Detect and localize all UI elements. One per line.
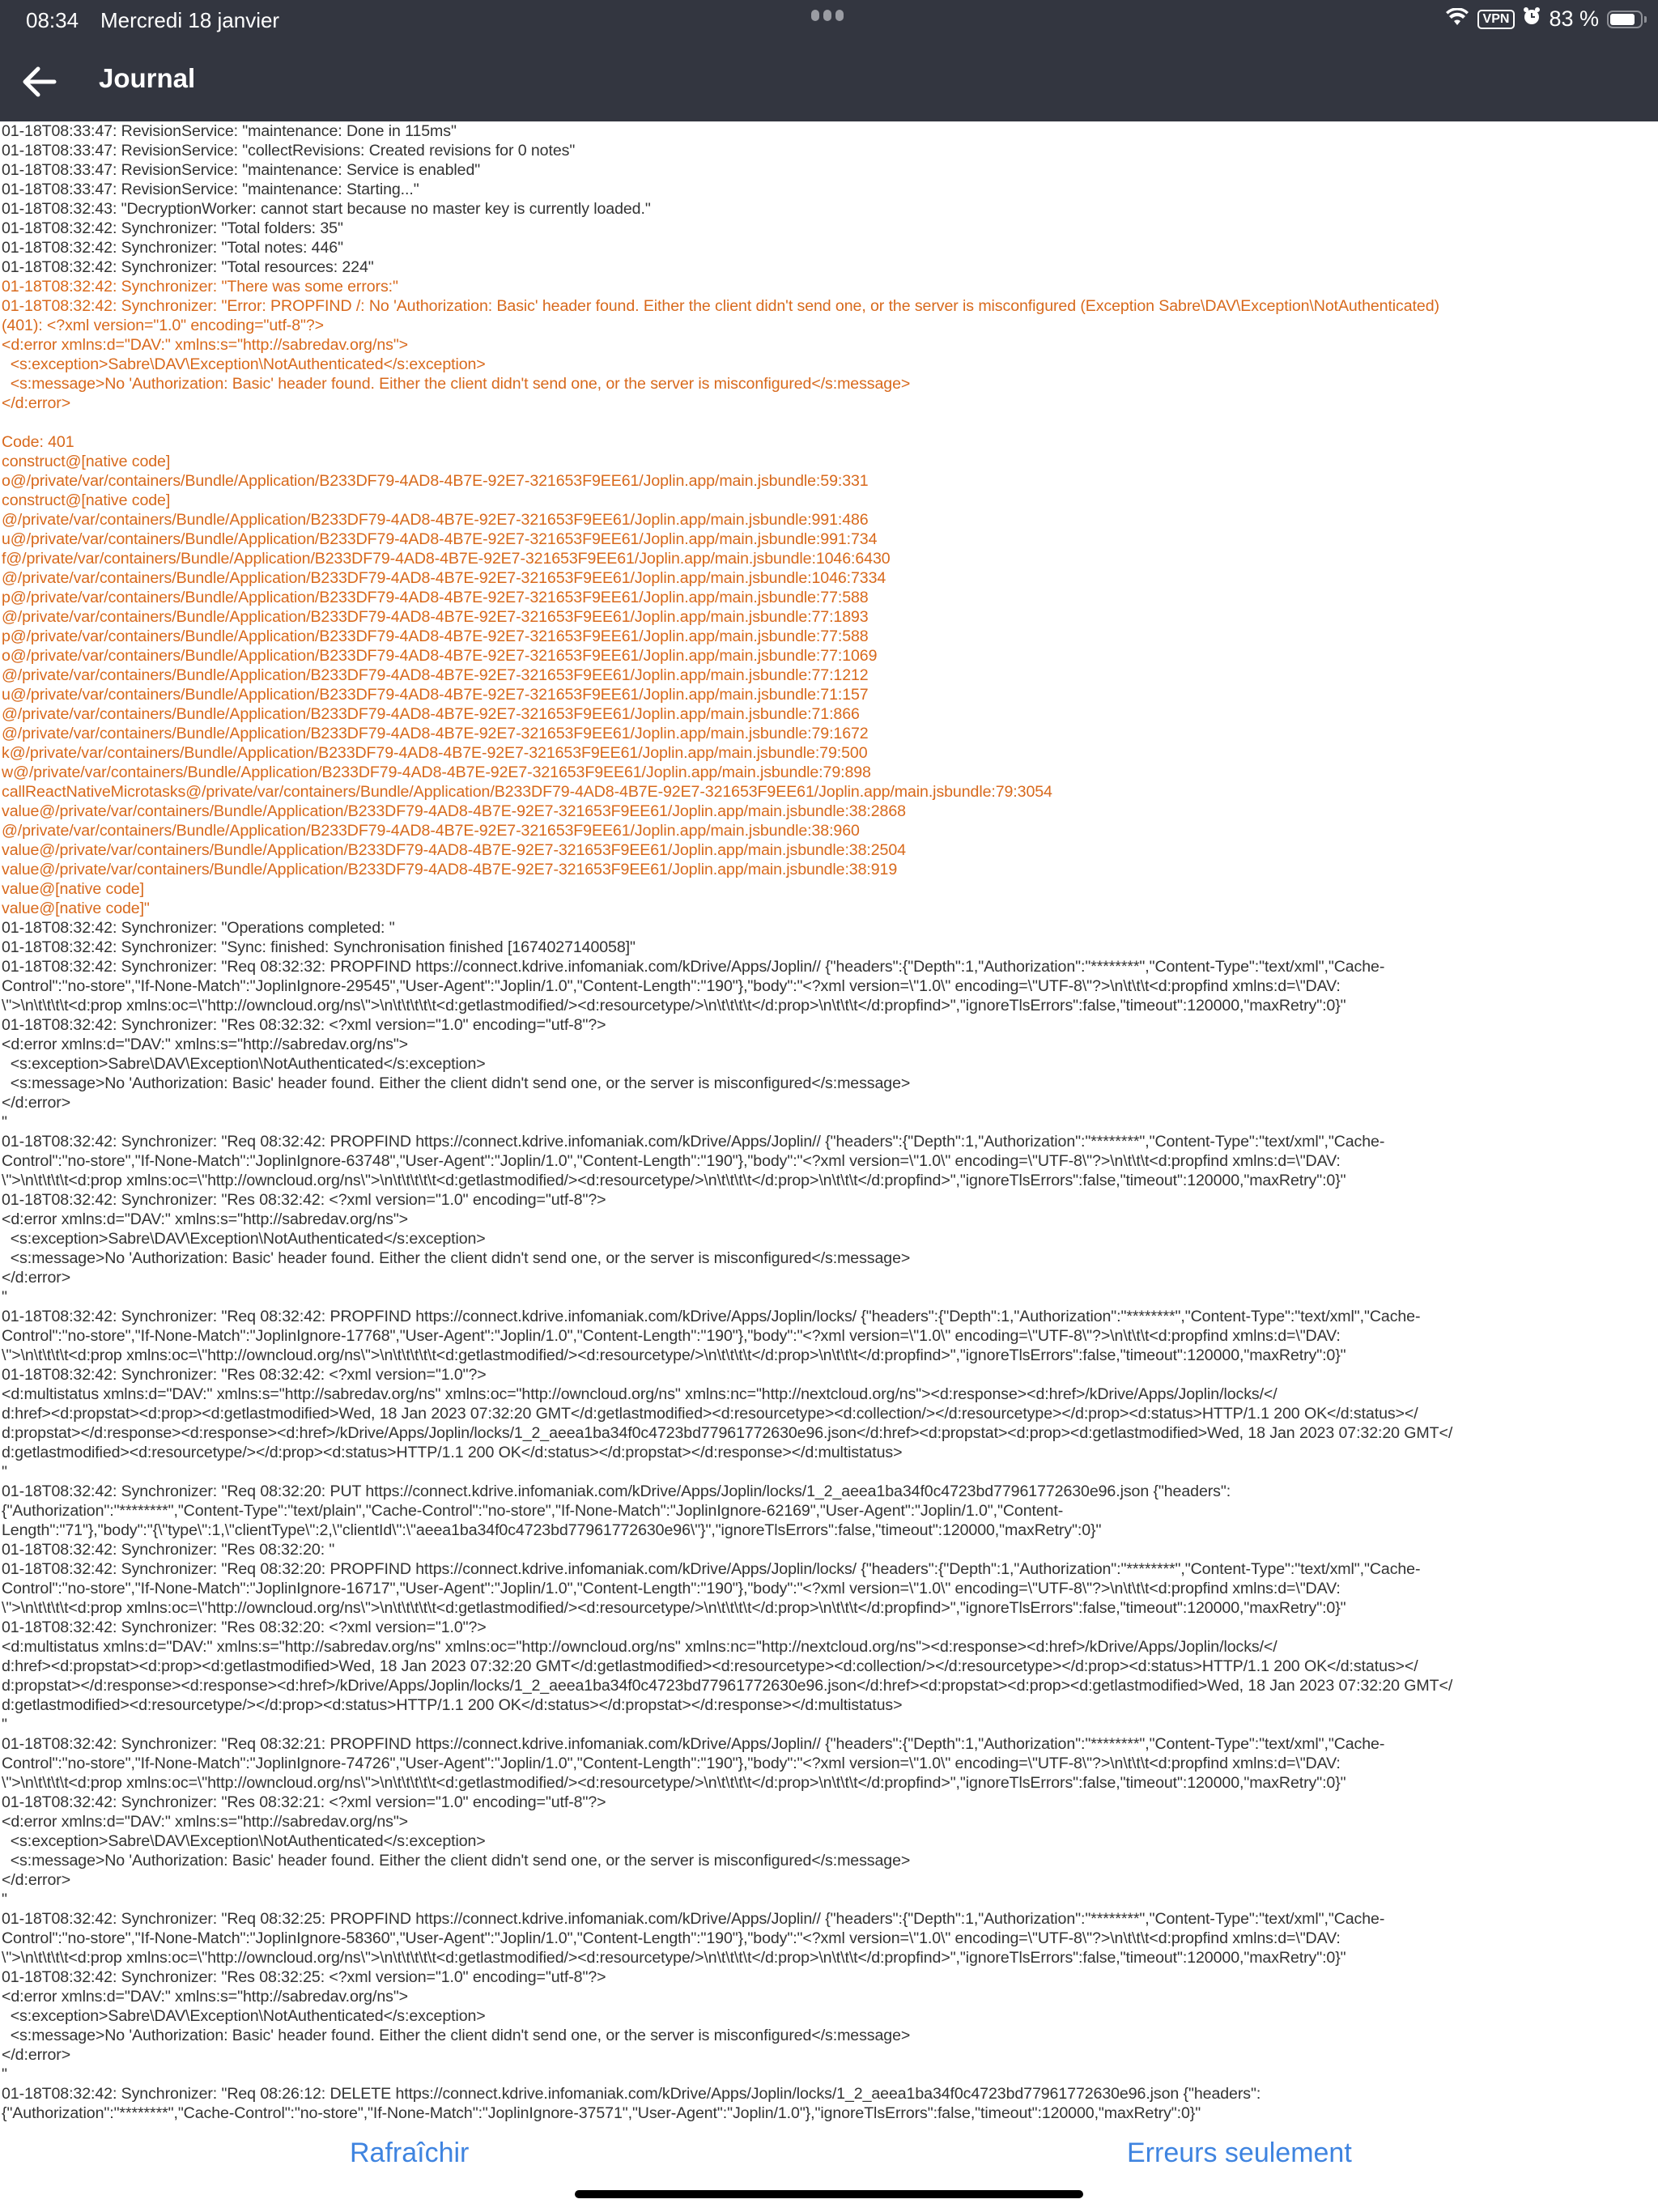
log-line: \">\n\t\t\t\t<d:prop xmlns:oc=\"http://owncloud.org/ns\">\n\t\t\t\t\t<d:getlastmodified/><d:resourcetype/>\n\t\t\t\t</d:prop>\n\t\t\t</d:propfind>","ignoreTlsErrors":false,"timeout":120000,"maxRetry":0}" bbox=[2, 997, 1346, 1015]
log-line-error: construct@[native code] bbox=[2, 491, 171, 509]
log-line: 01-18T08:33:47: RevisionService: "collectRevisions: Created revisions for 0 notes" bbox=[2, 142, 576, 160]
log-line-error: u@/private/var/containers/Bundle/Application/B233DF79-4AD8-4B7E-92E7-321653F9EE61/Joplin.app/main.jsbundle:71:157 bbox=[2, 686, 869, 704]
log-line-error: </d:error> bbox=[2, 394, 71, 412]
log-line-error: u@/private/var/containers/Bundle/Application/B233DF79-4AD8-4B7E-92E7-321653F9EE61/Joplin.app/main.jsbundle:991:734 bbox=[2, 530, 878, 548]
log-line: 01-18T08:32:42: Synchronizer: "Res 08:32:32: <?xml version="1.0" encoding="utf-8"?> bbox=[2, 1016, 606, 1034]
log-line: </d:error> bbox=[2, 1094, 71, 1112]
log-line: </d:error> bbox=[2, 1871, 71, 1889]
home-indicator[interactable] bbox=[575, 2190, 1083, 2198]
log-line-error: Code: 401 bbox=[2, 433, 74, 451]
alarm-clock-icon bbox=[1523, 6, 1541, 32]
log-line: d:getlastmodified><d:resourcetype/></d:prop><d:status>HTTP/1.1 200 OK</d:status></d:propstat></d:response></d:multistatus> bbox=[2, 1444, 903, 1461]
log-line-error: @/private/var/containers/Bundle/Application/B233DF79-4AD8-4B7E-92E7-321653F9EE61/Joplin.app/main.jsbundle:991:486 bbox=[2, 511, 869, 529]
status-bar bbox=[0, 0, 1658, 40]
log-line: " bbox=[2, 1891, 7, 1908]
arrow-left-icon bbox=[20, 66, 57, 98]
log-line: <d:error xmlns:d="DAV:" xmlns:s="http://sabredav.org/ns"> bbox=[2, 1210, 409, 1228]
log-line-error: o@/private/var/containers/Bundle/Application/B233DF79-4AD8-4B7E-92E7-321653F9EE61/Joplin.app/main.jsbundle:59:331 bbox=[2, 472, 869, 490]
app-header bbox=[0, 40, 1658, 121]
errors-only-button[interactable]: Erreurs seulement bbox=[1127, 2138, 1352, 2168]
log-line: <s:message>No 'Authorization: Basic' header found. Either the client didn't send one, or the server is misconfigured</s:message> bbox=[2, 2027, 911, 2044]
log-line: 01-18T08:32:42: Synchronizer: "Res 08:32:42: <?xml version="1.0" encoding="utf-8"?> bbox=[2, 1191, 606, 1209]
log-line-error: value@[native code]" bbox=[2, 900, 150, 917]
log-line: 01-18T08:32:42: Synchronizer: "Req 08:32:21: PROPFIND https://connect.kdrive.infomaniak.com/kDrive/Apps/Joplin// {"headers":{"Depth":1,"Authorization":"********","Content-Type":"text/xml","Cache- bbox=[2, 1735, 1385, 1753]
refresh-button[interactable]: Rafraîchir bbox=[350, 2138, 470, 2168]
log-line-error: o@/private/var/containers/Bundle/Application/B233DF79-4AD8-4B7E-92E7-321653F9EE61/Joplin.app/main.jsbundle:77:1069 bbox=[2, 647, 878, 665]
log-line: Control":"no-store","If-None-Match":"JoplinIgnore-16717","User-Agent":"Joplin/1.0","Content-Length":"190"},"body":"<?xml version=\"1.0\" encoding=\"UTF-8\"?>\n\t\t\t<d:propfind xmlns:d=\"DAV: bbox=[2, 1580, 1341, 1597]
battery-icon bbox=[1607, 11, 1643, 28]
log-line: <s:exception>Sabre\DAV\Exception\NotAuthenticated</s:exception> bbox=[2, 2007, 486, 2025]
log-line: </d:error> bbox=[2, 1269, 71, 1287]
log-line-error: p@/private/var/containers/Bundle/Application/B233DF79-4AD8-4B7E-92E7-321653F9EE61/Joplin.app/main.jsbundle:77:588 bbox=[2, 589, 869, 606]
status-indicators bbox=[1445, 6, 1647, 32]
log-line: \">\n\t\t\t\t<d:prop xmlns:oc=\"http://owncloud.org/ns\">\n\t\t\t\t\t<d:getlastmodified/><d:resourcetype/>\n\t\t\t\t</d:prop>\n\t\t\t</d:propfind>","ignoreTlsErrors":false,"timeout":120000,"maxRetry":0}" bbox=[2, 1599, 1346, 1617]
log-line: " bbox=[2, 1463, 7, 1481]
log-line: 01-18T08:32:42: Synchronizer: "Req 08:32:42: PROPFIND https://connect.kdrive.infomaniak.com/kDrive/Apps/Joplin/locks/ {"headers":{"Depth":1,"Authorization":"********","Content-Type":"text/xml","Cache- bbox=[2, 1308, 1421, 1325]
log-line: Control":"no-store","If-None-Match":"JoplinIgnore-17768","User-Agent":"Joplin/1.0","Content-Length":"190"},"body":"<?xml version=\"1.0\" encoding=\"UTF-8\"?>\n\t\t\t<d:propfind xmlns:d=\"DAV: bbox=[2, 1327, 1341, 1345]
log-line-error: value@[native code] bbox=[2, 880, 144, 898]
log-line: 01-18T08:32:42: Synchronizer: "Req 08:26:12: DELETE https://connect.kdrive.infomaniak.com/kDrive/Apps/Joplin/locks/1_2_aeea1ba34f0c4723bd77961772630e96.json {"headers": bbox=[2, 2085, 1261, 2103]
log-line: <s:exception>Sabre\DAV\Exception\NotAuthenticated</s:exception> bbox=[2, 1230, 486, 1248]
log-line-error: <s:message>No 'Authorization: Basic' header found. Either the client didn't send one, or the server is misconfigured</s:message> bbox=[2, 375, 911, 393]
log-line-error: @/private/var/containers/Bundle/Application/B233DF79-4AD8-4B7E-92E7-321653F9EE61/Joplin.app/main.jsbundle:1046:7334 bbox=[2, 569, 886, 587]
log-line: d:propstat></d:response><d:response><d:href>/kDrive/Apps/Joplin/locks/1_2_aeea1ba34f0c4723bd77961772630e96.json</d:href><d:propstat><d:prop><d:getlastmodified>Wed, 18 Jan 2023 07:32:20 GMT</ bbox=[2, 1677, 1453, 1695]
log-line: 01-18T08:32:42: Synchronizer: "Sync: finished: Synchronisation finished [1674027140058]" bbox=[2, 938, 636, 956]
log-line: <s:exception>Sabre\DAV\Exception\NotAuthenticated</s:exception> bbox=[2, 1055, 486, 1073]
log-line: d:href><d:propstat><d:prop><d:getlastmodified>Wed, 18 Jan 2023 07:32:20 GMT</d:getlastmodified><d:resourcetype><d:collection/></d:resourcetype></d:prop><d:status>HTTP/1.1 200 OK</d:status></ bbox=[2, 1405, 1418, 1423]
footer-toolbar bbox=[0, 2121, 1658, 2212]
log-line: 01-18T08:32:42: Synchronizer: "Res 08:32:20: <?xml version="1.0"?> bbox=[2, 1619, 487, 1636]
log-line: Control":"no-store","If-None-Match":"JoplinIgnore-74726","User-Agent":"Joplin/1.0","Content-Length":"190"},"body":"<?xml version=\"1.0\" encoding=\"UTF-8\"?>\n\t\t\t<d:propfind xmlns:d=\"DAV: bbox=[2, 1755, 1341, 1772]
log-line: 01-18T08:32:42: Synchronizer: "Total folders: 35" bbox=[2, 219, 343, 237]
log-line: 01-18T08:32:42: Synchronizer: "Res 08:32:20: " bbox=[2, 1541, 335, 1559]
log-line: 01-18T08:33:47: RevisionService: "maintenance: Service is enabled" bbox=[2, 161, 481, 179]
log-line-error: @/private/var/containers/Bundle/Application/B233DF79-4AD8-4B7E-92E7-321653F9EE61/Joplin.app/main.jsbundle:77:1893 bbox=[2, 608, 869, 626]
log-line: \">\n\t\t\t\t<d:prop xmlns:oc=\"http://owncloud.org/ns\">\n\t\t\t\t\t<d:getlastmodified/><d:resourcetype/>\n\t\t\t\t</d:prop>\n\t\t\t</d:propfind>","ignoreTlsErrors":false,"timeout":120000,"maxRetry":0}" bbox=[2, 1774, 1346, 1792]
log-line-error: p@/private/var/containers/Bundle/Application/B233DF79-4AD8-4B7E-92E7-321653F9EE61/Joplin.app/main.jsbundle:77:588 bbox=[2, 627, 869, 645]
log-line: 01-18T08:32:42: Synchronizer: "Operations completed: " bbox=[2, 919, 395, 937]
log-line: <s:exception>Sabre\DAV\Exception\NotAuthenticated</s:exception> bbox=[2, 1832, 486, 1850]
log-line: <d:multistatus xmlns:d="DAV:" xmlns:s="http://sabredav.org/ns" xmlns:oc="http://owncloud.org/ns" xmlns:nc="http://nextcloud.org/ns"><d:response><d:href>/kDrive/Apps/Joplin/locks/</ bbox=[2, 1638, 1278, 1656]
log-line-error: callReactNativeMicrotasks@/private/var/containers/Bundle/Application/B233DF79-4AD8-4B7E-92E7-321653F9EE61/Joplin.app/main.jsbundle:79:3054 bbox=[2, 783, 1052, 801]
log-line: <d:error xmlns:d="DAV:" xmlns:s="http://sabredav.org/ns"> bbox=[2, 1036, 409, 1053]
status-date: Mercredi 18 janvier bbox=[100, 8, 280, 32]
log-line-error bbox=[2, 413, 1653, 432]
vpn-icon: VPN bbox=[1477, 10, 1516, 29]
log-line-error: (401): <?xml version="1.0" encoding="utf-8"?> bbox=[2, 317, 325, 334]
log-line: 01-18T08:32:42: Synchronizer: "Res 08:32:25: <?xml version="1.0" encoding="utf-8"?> bbox=[2, 1968, 606, 1986]
log-line: Control":"no-store","If-None-Match":"JoplinIgnore-58360","User-Agent":"Joplin/1.0","Content-Length":"190"},"body":"<?xml version=\"1.0\" encoding=\"UTF-8\"?>\n\t\t\t<d:propfind xmlns:d=\"DAV: bbox=[2, 1929, 1341, 1947]
log-line: d:href><d:propstat><d:prop><d:getlastmodified>Wed, 18 Jan 2023 07:32:20 GMT</d:getlastmodified><d:resourcetype><d:collection/></d:resourcetype></d:prop><d:status>HTTP/1.1 200 OK</d:status></ bbox=[2, 1657, 1418, 1675]
log-line: <d:multistatus xmlns:d="DAV:" xmlns:s="http://sabredav.org/ns" xmlns:oc="http://owncloud.org/ns" xmlns:nc="http://nextcloud.org/ns"><d:response><d:href>/kDrive/Apps/Joplin/locks/</ bbox=[2, 1385, 1278, 1403]
log-line-error: @/private/var/containers/Bundle/Application/B233DF79-4AD8-4B7E-92E7-321653F9EE61/Joplin.app/main.jsbundle:71:866 bbox=[2, 705, 860, 723]
page-title: Journal bbox=[99, 63, 196, 93]
wifi-icon bbox=[1445, 6, 1469, 32]
log-line: <d:error xmlns:d="DAV:" xmlns:s="http://sabredav.org/ns"> bbox=[2, 1988, 409, 2006]
status-time: 08:34 bbox=[26, 8, 79, 32]
multitasking-dots-icon[interactable] bbox=[811, 10, 844, 21]
log-line: 01-18T08:33:47: RevisionService: "maintenance: Done in 115ms" bbox=[2, 122, 457, 140]
log-line: 01-18T08:32:42: Synchronizer: "Total resources: 224" bbox=[2, 258, 374, 276]
log-line: d:getlastmodified><d:resourcetype/></d:prop><d:status>HTTP/1.1 200 OK</d:status></d:propstat></d:response></d:multistatus> bbox=[2, 1696, 903, 1714]
log-line: <d:error xmlns:d="DAV:" xmlns:s="http://sabredav.org/ns"> bbox=[2, 1813, 409, 1831]
log-line: {"Authorization":"********","Cache-Control":"no-store","If-None-Match":"JoplinIgnore-37571","User-Agent":"Joplin/1.0"},"ignoreTlsErrors":false,"timeout":120000,"maxRetry":0}" bbox=[2, 2104, 1201, 2121]
log-line: Control":"no-store","If-None-Match":"JoplinIgnore-63748","User-Agent":"Joplin/1.0","Content-Length":"190"},"body":"<?xml version=\"1.0\" encoding=\"UTF-8\"?>\n\t\t\t<d:propfind xmlns:d=\"DAV: bbox=[2, 1152, 1341, 1170]
log-line-error: @/private/var/containers/Bundle/Application/B233DF79-4AD8-4B7E-92E7-321653F9EE61/Joplin.app/main.jsbundle:77:1212 bbox=[2, 666, 869, 684]
back-button[interactable] bbox=[16, 62, 62, 102]
log-line: " bbox=[2, 1716, 7, 1733]
log-line-error: 01-18T08:32:42: Synchronizer: "There was some errors:" bbox=[2, 278, 398, 296]
log-line-error: value@/private/var/containers/Bundle/Application/B233DF79-4AD8-4B7E-92E7-321653F9EE61/Joplin.app/main.jsbundle:38:2504 bbox=[2, 841, 906, 859]
log-line: </d:error> bbox=[2, 2046, 71, 2064]
log-line-error: <s:exception>Sabre\DAV\Exception\NotAuthenticated</s:exception> bbox=[2, 355, 486, 373]
log-line-error: <d:error xmlns:d="DAV:" xmlns:s="http://sabredav.org/ns"> bbox=[2, 336, 409, 354]
log-line: \">\n\t\t\t\t<d:prop xmlns:oc=\"http://owncloud.org/ns\">\n\t\t\t\t\t<d:getlastmodified/><d:resourcetype/>\n\t\t\t\t</d:prop>\n\t\t\t</d:propfind>","ignoreTlsErrors":false,"timeout":120000,"maxRetry":0}" bbox=[2, 1172, 1346, 1189]
log-line-error: 01-18T08:32:42: Synchronizer: "Error: PROPFIND /: No 'Authorization: Basic' header found. Either the client didn't send one, or the server is misconfigured (Exception Sabre\DAV\Exception\NotAuthenticated) bbox=[2, 297, 1439, 315]
battery-tip bbox=[1644, 16, 1647, 23]
log-line: <s:message>No 'Authorization: Basic' header found. Either the client didn't send one, or the server is misconfigured</s:message> bbox=[2, 1852, 911, 1870]
log-line: 01-18T08:32:42: Synchronizer: "Req 08:32:20: PUT https://connect.kdrive.infomaniak.com/kDrive/Apps/Joplin/locks/1_2_aeea1ba34f0c4723bd77961772630e96.json {"headers": bbox=[2, 1482, 1231, 1500]
log-line: <s:message>No 'Authorization: Basic' header found. Either the client didn't send one, or the server is misconfigured</s:message> bbox=[2, 1249, 911, 1267]
log-line: \">\n\t\t\t\t<d:prop xmlns:oc=\"http://owncloud.org/ns\">\n\t\t\t\t\t<d:getlastmodified/><d:resourcetype/>\n\t\t\t\t</d:prop>\n\t\t\t</d:propfind>","ignoreTlsErrors":false,"timeout":120000,"maxRetry":0}" bbox=[2, 1949, 1346, 1967]
log-line: 01-18T08:33:47: RevisionService: "maintenance: Starting..." bbox=[2, 181, 419, 198]
log-line: Length":"71"},"body":"{\"type\":1,\"clientType\":2,\"clientId\":\"aeea1ba34f0c4723bd77961772630e96\"}","ignoreTlsErrors":false,"timeout":120000,"maxRetry":0}" bbox=[2, 1521, 1102, 1539]
log-line: 01-18T08:32:42: Synchronizer: "Req 08:32:32: PROPFIND https://connect.kdrive.infomaniak.com/kDrive/Apps/Joplin// {"headers":{"Depth":1,"Authorization":"********","Content-Type":"text/xml","Cache- bbox=[2, 958, 1385, 976]
log-line: 01-18T08:32:42: Synchronizer: "Total notes: 446" bbox=[2, 239, 343, 257]
log-line: \">\n\t\t\t\t<d:prop xmlns:oc=\"http://owncloud.org/ns\">\n\t\t\t\t\t<d:getlastmodified/><d:resourcetype/>\n\t\t\t\t</d:prop>\n\t\t\t</d:propfind>","ignoreTlsErrors":false,"timeout":120000,"maxRetry":0}" bbox=[2, 1346, 1346, 1364]
log-line: " bbox=[2, 1288, 7, 1306]
log-line: " bbox=[2, 1113, 7, 1131]
log-line: {"Authorization":"********","Content-Type":"text/plain","Cache-Control":"no-store","If-None-Match":"JoplinIgnore-62169","User-Agent":"Joplin/1.0","Content- bbox=[2, 1502, 1064, 1520]
log-line: <s:message>No 'Authorization: Basic' header found. Either the client didn't send one, or the server is misconfigured</s:message> bbox=[2, 1074, 911, 1092]
log-line: Control":"no-store","If-None-Match":"JoplinIgnore-29545","User-Agent":"Joplin/1.0","Content-Length":"190"},"body":"<?xml version=\"1.0\" encoding=\"UTF-8\"?>\n\t\t\t<d:propfind xmlns:d=\"DAV: bbox=[2, 977, 1341, 995]
log-line: 01-18T08:32:43: "DecryptionWorker: cannot start because no master key is currently loaded." bbox=[2, 200, 651, 218]
log-line-error: construct@[native code] bbox=[2, 453, 171, 470]
log-line: 01-18T08:32:42: Synchronizer: "Req 08:32:42: PROPFIND https://connect.kdrive.infomaniak.com/kDrive/Apps/Joplin// {"headers":{"Depth":1,"Authorization":"********","Content-Type":"text/xml","Cache- bbox=[2, 1133, 1385, 1151]
log-line-error: f@/private/var/containers/Bundle/Application/B233DF79-4AD8-4B7E-92E7-321653F9EE61/Joplin.app/main.jsbundle:1046:6430 bbox=[2, 550, 891, 568]
log-line: 01-18T08:32:42: Synchronizer: "Req 08:32:20: PROPFIND https://connect.kdrive.infomaniak.com/kDrive/Apps/Joplin/locks/ {"headers":{"Depth":1,"Authorization":"********","Content-Type":"text/xml","Cache- bbox=[2, 1560, 1421, 1578]
log-line-error: w@/private/var/containers/Bundle/Application/B233DF79-4AD8-4B7E-92E7-321653F9EE61/Joplin.app/main.jsbundle:79:898 bbox=[2, 764, 871, 781]
log-line-error: value@/private/var/containers/Bundle/Application/B233DF79-4AD8-4B7E-92E7-321653F9EE61/Joplin.app/main.jsbundle:38:919 bbox=[2, 861, 898, 878]
log-line: d:propstat></d:response><d:response><d:href>/kDrive/Apps/Joplin/locks/1_2_aeea1ba34f0c4723bd77961772630e96.json</d:href><d:propstat><d:prop><d:getlastmodified>Wed, 18 Jan 2023 07:32:20 GMT</ bbox=[2, 1424, 1453, 1442]
log-line-error: @/private/var/containers/Bundle/Application/B233DF79-4AD8-4B7E-92E7-321653F9EE61/Joplin.app/main.jsbundle:79:1672 bbox=[2, 725, 869, 742]
log-line-error: @/private/var/containers/Bundle/Application/B233DF79-4AD8-4B7E-92E7-321653F9EE61/Joplin.app/main.jsbundle:38:960 bbox=[2, 822, 860, 840]
log-line-error: value@/private/var/containers/Bundle/Application/B233DF79-4AD8-4B7E-92E7-321653F9EE61/Joplin.app/main.jsbundle:38:2868 bbox=[2, 802, 906, 820]
battery-percent: 83 % bbox=[1549, 6, 1599, 31]
log-line: 01-18T08:32:42: Synchronizer: "Req 08:32:25: PROPFIND https://connect.kdrive.infomaniak.com/kDrive/Apps/Joplin// {"headers":{"Depth":1,"Authorization":"********","Content-Type":"text/xml","Cache- bbox=[2, 1910, 1385, 1928]
log-line-error: k@/private/var/containers/Bundle/Application/B233DF79-4AD8-4B7E-92E7-321653F9EE61/Joplin.app/main.jsbundle:79:500 bbox=[2, 744, 868, 762]
log-line: 01-18T08:32:42: Synchronizer: "Res 08:32:42: <?xml version="1.0"?> bbox=[2, 1366, 487, 1384]
log-line: " bbox=[2, 2065, 7, 2083]
log-list[interactable] bbox=[2, 121, 1653, 2121]
log-line: 01-18T08:32:42: Synchronizer: "Res 08:32:21: <?xml version="1.0" encoding="utf-8"?> bbox=[2, 1793, 606, 1811]
